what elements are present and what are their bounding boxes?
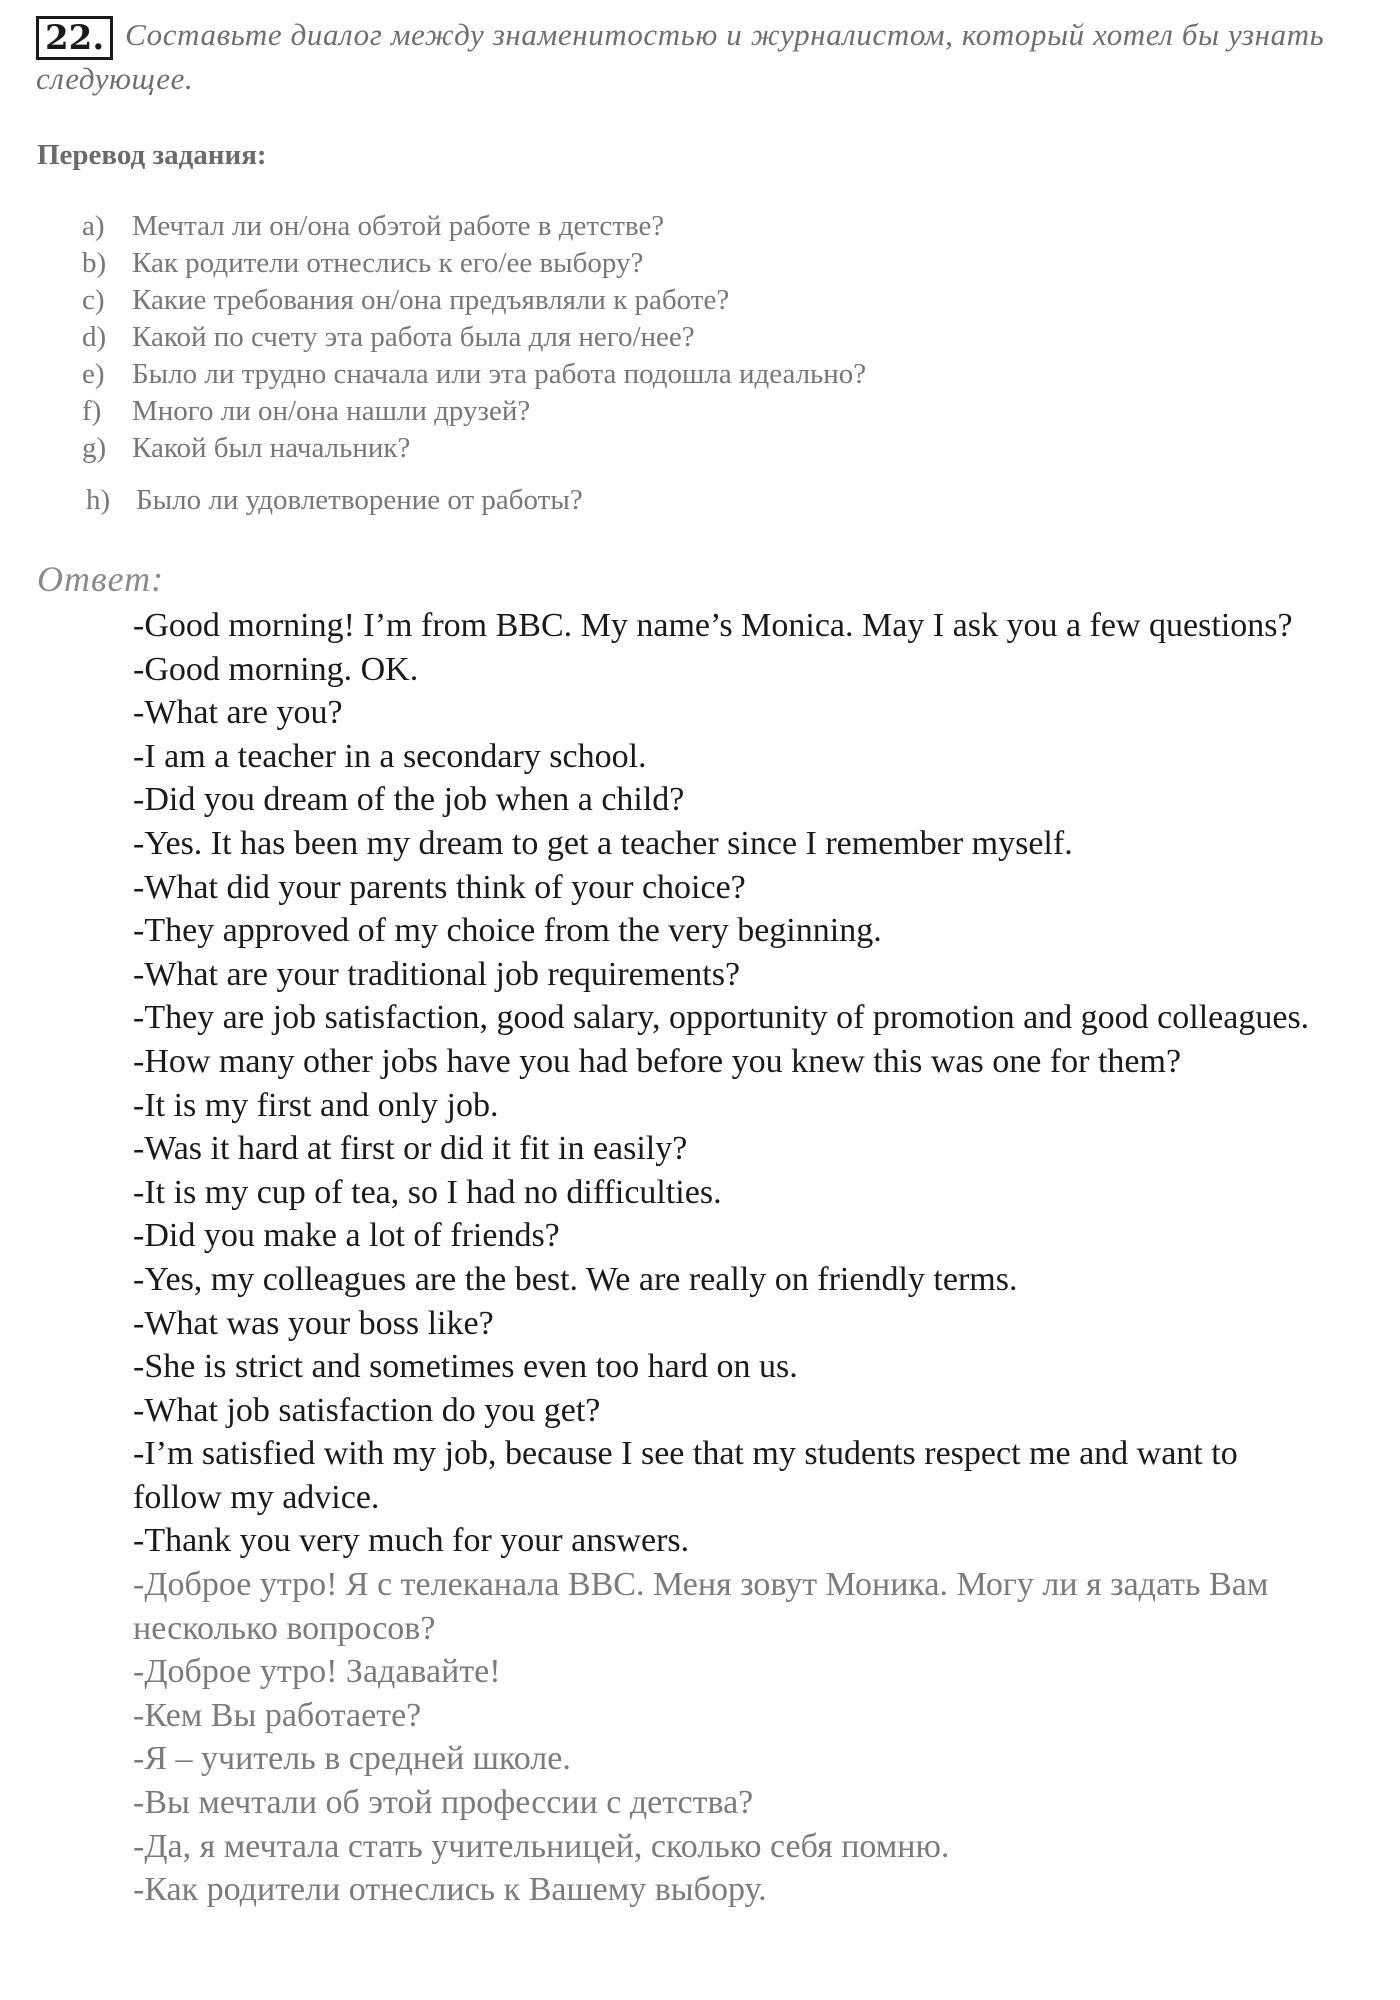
dialogue-line-ru: -Вы мечтали об этой профессии с детства? <box>133 1784 754 1822</box>
dialogue-line-en: -They approved of my choice from the very beginning. <box>133 912 882 950</box>
dialogue-line-en: -How many other jobs have you had before you knew this was one for them? <box>133 1042 1182 1080</box>
question-item <box>82 482 866 519</box>
question-marker: h) <box>86 484 111 516</box>
dialogue-line-en: -Thank you very much for your answers. <box>133 1522 690 1560</box>
task-instruction: Составьте диалог между знаменитостью и журналистом, который хотел бы узнать следующее. <box>36 17 1325 96</box>
question-marker: e) <box>82 358 105 390</box>
dialogue-line-ru: -Доброе утро! Задавайте! <box>133 1653 501 1691</box>
dialogue-line-en: -Yes. It has been my dream to get a teacher since I remember myself. <box>133 824 1073 862</box>
dialogue-line-ru: -Кем Вы работаете? <box>133 1696 422 1734</box>
dialogue-line-en: -What did your parents think of your choice? <box>133 868 746 906</box>
answer-label: Ответ: <box>37 559 165 599</box>
question-list <box>82 208 866 519</box>
dialogue-line-en: -Did you make a lot of friends? <box>133 1217 560 1255</box>
dialogue-line-en: -She is strict and sometimes even too hard on us. <box>133 1348 798 1386</box>
question-marker: f) <box>82 395 102 427</box>
task-number: 22. <box>36 16 113 60</box>
dialogue-line-en: -What job satisfaction do you get? <box>133 1391 601 1429</box>
question-item <box>82 282 866 319</box>
dialogue-line-en: -It is my first and only job. <box>133 1086 499 1124</box>
dialogue-line-en: -Did you dream of the job when a child? <box>133 781 685 819</box>
dialogue-line-en: -Good morning! I’m from BBC. My name’s Monica. May I ask you a few questions? <box>133 607 1293 644</box>
question-item <box>82 245 866 282</box>
dialogue-line-en: -Good morning. OK. <box>133 650 419 688</box>
dialogue <box>133 604 1313 1912</box>
dialogue-line-en: -What are your traditional job requirements? <box>133 955 741 993</box>
dialogue-line-ru: -Как родители отнеслись к Вашему выбору. <box>133 1871 767 1909</box>
question-text: Было ли трудно сначала или эта работа подошла идеально? <box>132 358 867 390</box>
question-text: Было ли удовлетворение от работы? <box>136 484 583 516</box>
dialogue-line-en: -Yes, my colleagues are the best. We are really on friendly terms. <box>133 1260 1018 1298</box>
dialogue-line-ru: -Да, я мечтала стать учительницей, сколько себя помню. <box>133 1827 950 1865</box>
dialogue-line-en: -Was it hard at first or did it fit in easily? <box>133 1130 688 1168</box>
question-item <box>82 393 866 430</box>
dialogue-line-en: -I am a teacher in a secondary school. <box>133 737 647 775</box>
question-marker: c) <box>82 284 105 316</box>
dialogue-line-en: -What are you? <box>133 694 343 732</box>
dialogue-line-ru: -Доброе утро! Я с телеканала BBC. Меня зовут Моника. Могу ли я задать Вам несколько вопросов? <box>133 1566 1269 1647</box>
dialogue-line-en: -They are job satisfaction, good salary, opportunity of promotion and good colleagues. <box>133 999 1310 1037</box>
question-item <box>82 319 866 356</box>
question-item <box>82 356 866 393</box>
question-text: Как родители отнеслись к его/ее выбору? <box>132 247 644 279</box>
question-text: Какой был начальник? <box>132 432 411 464</box>
dialogue-line-ru: -Я – учитель в средней школе. <box>133 1740 571 1778</box>
translation-title: Перевод задания: <box>37 139 267 171</box>
dialogue-line-en: -It is my cup of tea, so I had no difficulties. <box>133 1173 722 1211</box>
question-item <box>82 430 866 467</box>
dialogue-line-en: -What was your boss like? <box>133 1304 494 1342</box>
question-marker: g) <box>82 432 107 464</box>
dialogue-line-en: -I’m satisfied with my job, because I see that my students respect me and want to follow my advice. <box>133 1435 1238 1516</box>
question-marker: a) <box>82 210 105 242</box>
question-text: Мечтал ли он/она обэтой работе в детстве? <box>132 210 665 242</box>
question-text: Какие требования он/она предъявляли к работе? <box>132 284 730 316</box>
task-header <box>36 16 1356 97</box>
question-marker: b) <box>82 247 107 279</box>
question-text: Много ли он/она нашли друзей? <box>132 395 531 427</box>
question-marker: d) <box>82 321 107 353</box>
question-text: Какой по счету эта работа была для него/нее? <box>132 321 695 353</box>
question-item <box>82 208 866 245</box>
